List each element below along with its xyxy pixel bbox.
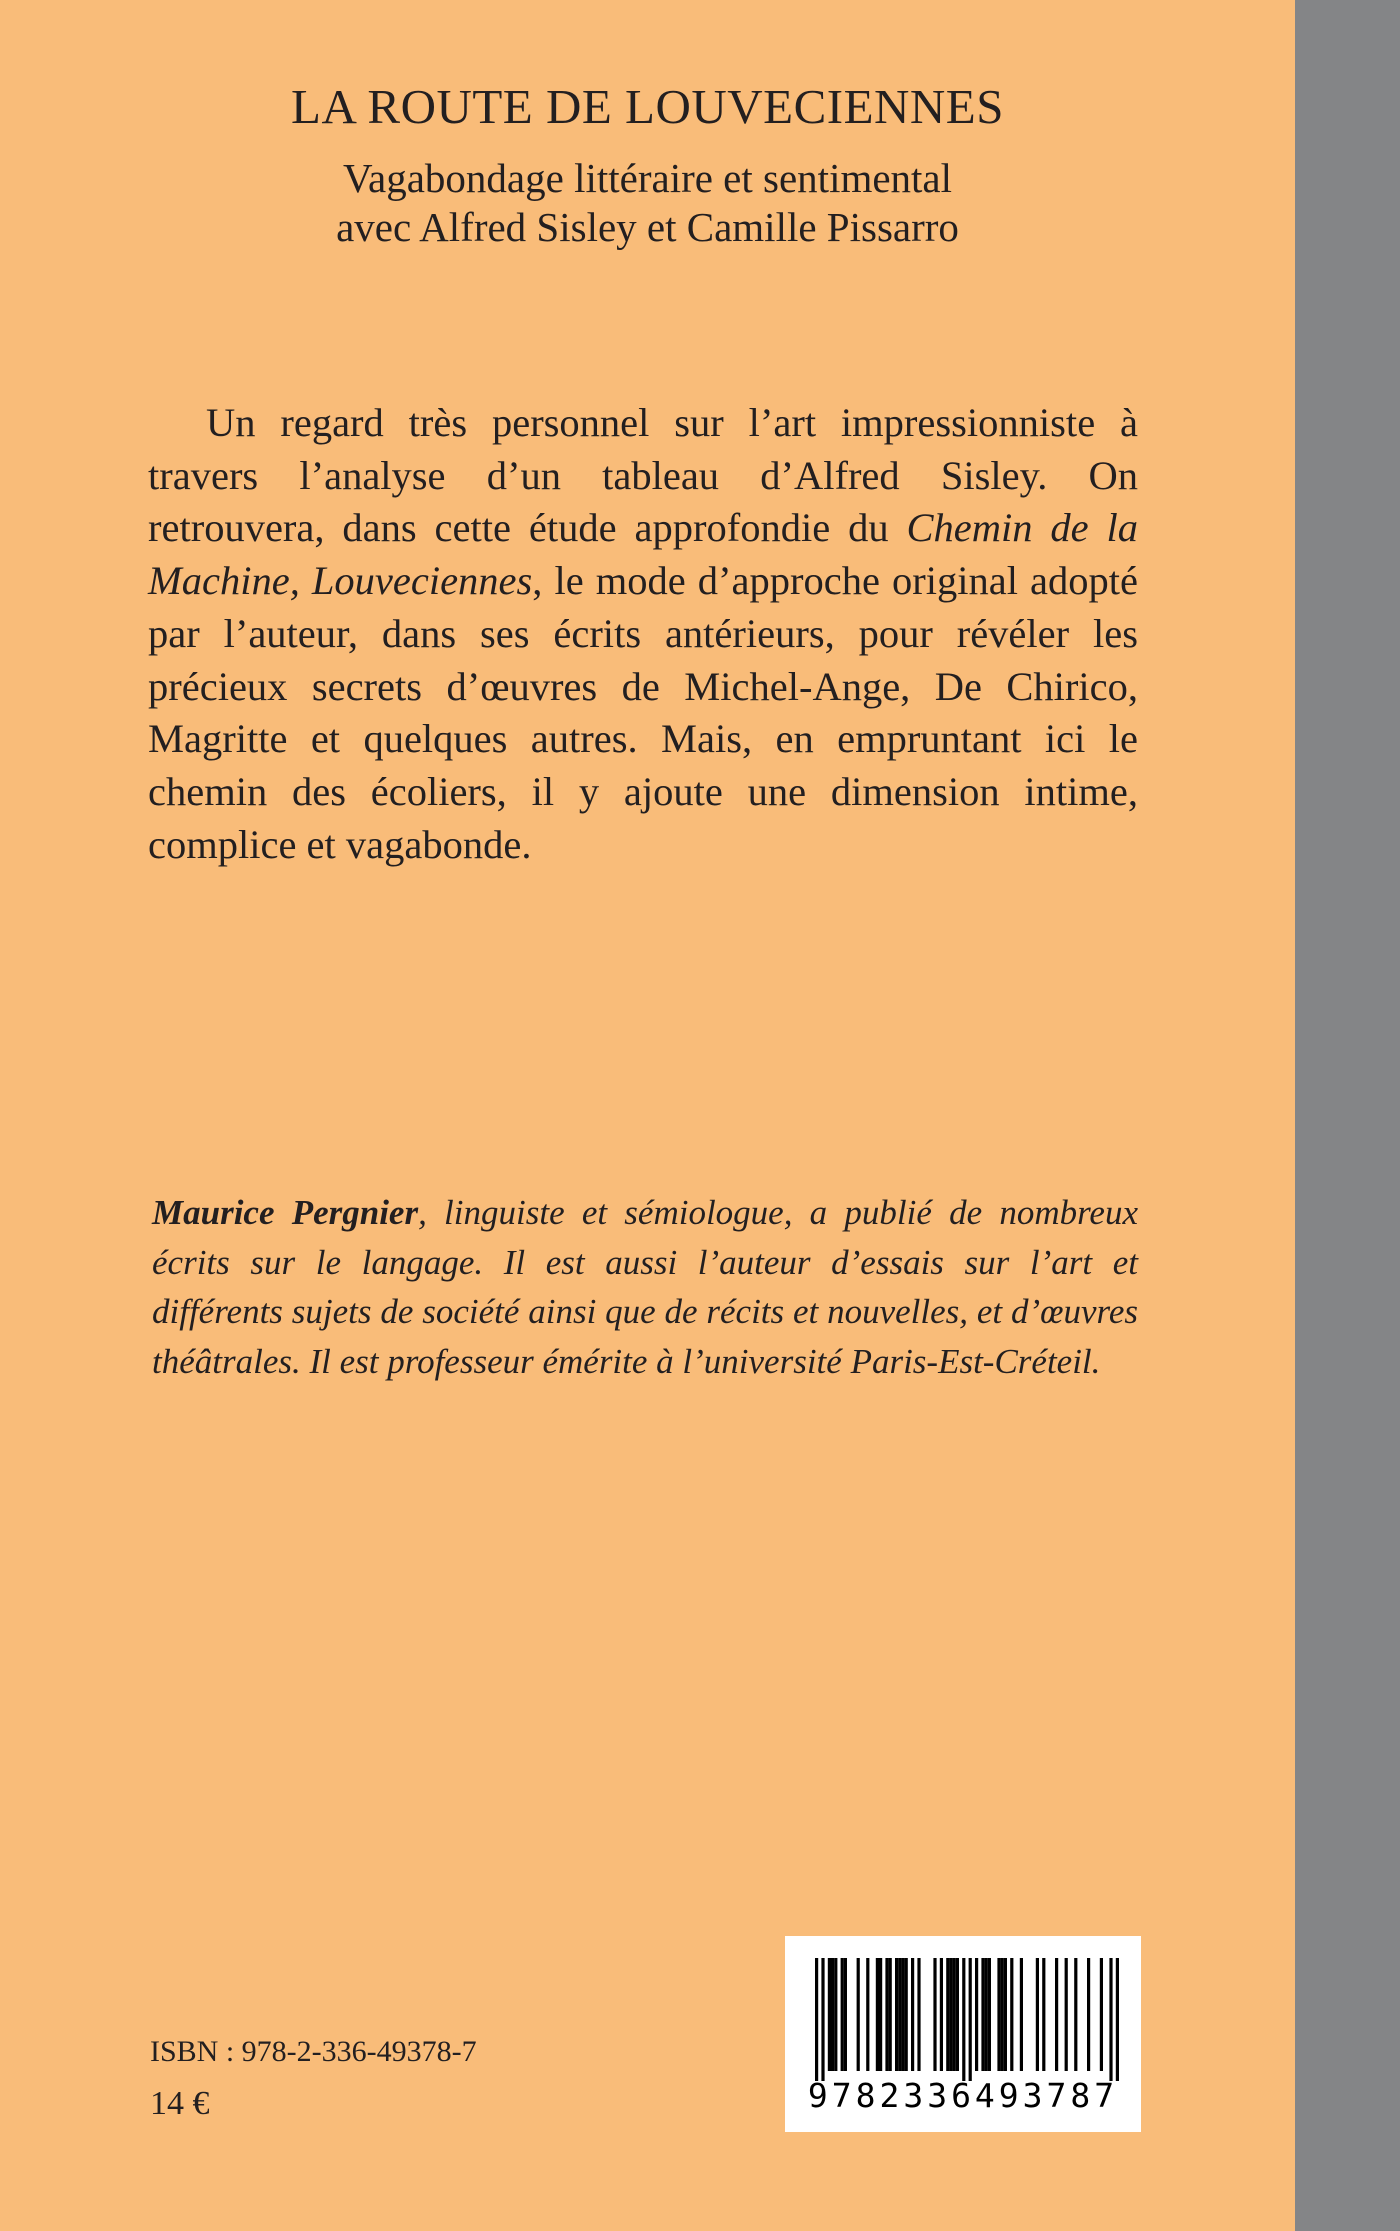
barcode-bar <box>905 1958 908 2071</box>
barcode-bar <box>975 1958 978 2071</box>
barcode-bar <box>815 1958 818 2081</box>
subtitle-line-1: Vagabondage littéraire et sentimental <box>342 155 953 201</box>
barcode-bar <box>1036 1958 1039 2071</box>
barcode-bar <box>901 1958 904 2071</box>
barcode-bar <box>1074 1958 1077 2071</box>
barcode-bar <box>997 1958 1000 2071</box>
barcode-bar <box>1004 1958 1007 2071</box>
barcode <box>785 1936 1141 2132</box>
barcode-bar <box>834 1958 837 2071</box>
barcode-bar <box>1001 1958 1004 2071</box>
author-bio <box>152 1188 1138 1386</box>
barcode-bar <box>953 1958 956 2071</box>
barcode-bar <box>828 1958 831 2071</box>
barcode-bar <box>969 1958 972 2081</box>
barcode-bar <box>917 1958 920 2071</box>
barcode-bar <box>876 1958 879 2071</box>
blurb-paragraph <box>148 397 1138 871</box>
isbn: ISBN : 978-2-336-49378-7 <box>150 2035 477 2068</box>
author-bio-text: , linguiste et sémiologue, a publié de nombreux écrits sur le langage. Il est aussi l’auteur d’essais sur l’art et différents sujets de société ainsi que de récits et nouvelles, et d’œuvres théâtrales. Il est professeur émérite à l’université Paris-Est-Créteil. <box>152 1193 1138 1381</box>
barcode-bar <box>1087 1958 1090 2071</box>
barcode-bar <box>940 1958 943 2071</box>
author-name: Maurice Pergnier <box>152 1193 419 1232</box>
barcode-bar <box>866 1958 869 2071</box>
barcode-bar <box>841 1958 844 2071</box>
barcode-bar <box>889 1958 892 2071</box>
barcode-bar <box>898 1958 901 2071</box>
barcode-bar <box>988 1958 991 2071</box>
barcode-bar <box>933 1958 936 2071</box>
barcode-bar <box>821 1958 824 2081</box>
barcode-bar <box>885 1958 888 2071</box>
price: 14 € <box>150 2085 210 2122</box>
barcode-bar <box>981 1958 984 2071</box>
barcode-bar <box>956 1958 959 2071</box>
barcode-bar <box>857 1958 860 2071</box>
barcode-bar <box>911 1958 914 2071</box>
barcode-bar <box>1010 1958 1013 2071</box>
barcode-bar <box>1065 1958 1068 2071</box>
barcode-bar <box>895 1958 898 2071</box>
barcode-bar <box>879 1958 882 2071</box>
barcode-bar <box>1042 1958 1045 2071</box>
barcode-bar <box>1100 1958 1103 2071</box>
barcode-bar <box>949 1958 952 2071</box>
barcode-bar <box>946 1958 949 2071</box>
book-title: LA ROUTE DE LOUVECIENNES <box>291 79 1004 134</box>
subtitle-line-2: avec Alfred Sisley et Camille Pissarro <box>336 204 959 250</box>
barcode-bar <box>1116 1958 1119 2081</box>
barcode-icon <box>785 1936 1141 2081</box>
barcode-bar <box>962 1958 965 2081</box>
spine-strip <box>1295 0 1400 2231</box>
barcode-bar <box>985 1958 988 2071</box>
barcode-digits: 9782336493787 <box>807 2076 1119 2115</box>
barcode-bar <box>1020 1958 1023 2071</box>
barcode-bar <box>1109 1958 1112 2081</box>
barcode-bar <box>844 1958 847 2071</box>
blurb-text-1: Un regard très personnel sur l’art impressionniste à travers l’analyse d’un tableau d’Alfred Sisley. On retrouvera, dans cette étude approfondie du <box>148 400 1138 551</box>
blurb-text-2: , le mode d’approche original adopté par l’auteur, dans ses écrits antérieurs, pour révéler les précieux secrets d’œuvres de Michel-Ange, De Chirico, Magritte et quelques autres. Mais, en empruntant ici le chemin des écoliers, il y ajoute une dimension intime, complice et vagabonde. <box>148 558 1139 867</box>
painting-title: Chemin de la Machine, Louveciennes <box>148 505 1138 604</box>
barcode-bar <box>831 1958 834 2071</box>
barcode-bar <box>1055 1958 1058 2071</box>
